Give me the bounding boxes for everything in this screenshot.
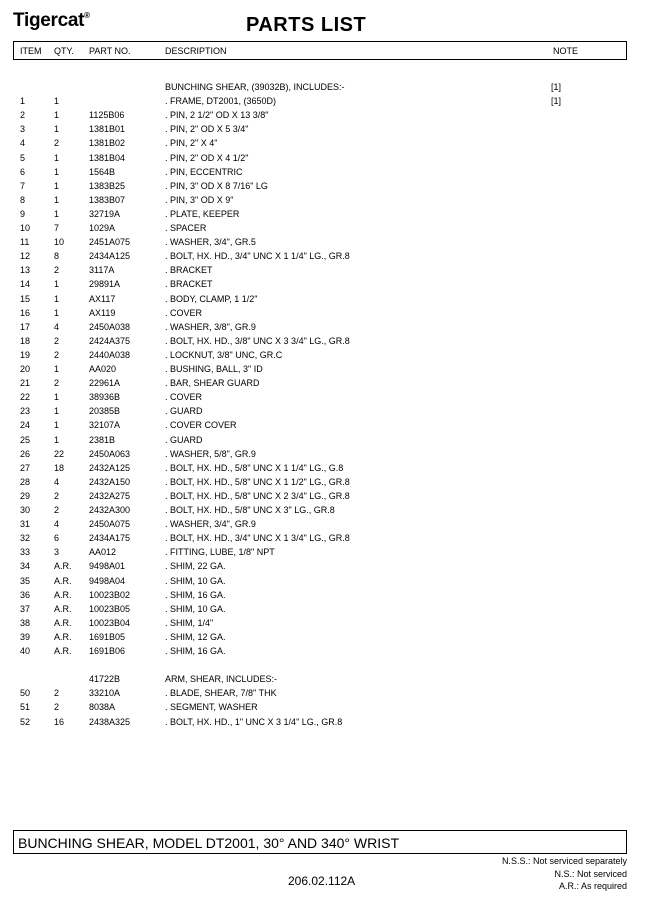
cell-item: 27 — [20, 462, 31, 473]
cell-item: 9 — [20, 208, 26, 219]
cell-item: 10 — [20, 223, 31, 233]
cell-item: 36 — [20, 589, 31, 600]
cell-qty: 2 — [54, 349, 60, 360]
cell-part-no: 10023B04 — [89, 617, 131, 628]
cell-description: . BOLT, HX. HD., 3/4" UNC X 1 1/4" LG., GR.8 — [165, 251, 350, 262]
cell-part-no: 2438A325 — [89, 716, 131, 727]
cell-part-no: 1691B05 — [89, 631, 126, 642]
brand-logo — [13, 10, 90, 32]
cell-qty: A.R. — [54, 603, 72, 614]
cell-item: 50 — [20, 688, 31, 699]
cell-qty: 1 — [54, 434, 60, 445]
cell-item: 8 — [20, 194, 26, 205]
cell-qty: 1 — [54, 152, 60, 163]
cell-item: 32 — [20, 533, 31, 544]
cell-description: . FITTING, LUBE, 1/8" NPT — [165, 547, 275, 558]
cell-qty: 4 — [54, 476, 60, 487]
cell-part-no: 2434A175 — [89, 533, 131, 544]
cell-part-no: 9498A04 — [89, 575, 126, 586]
cell-qty: 2 — [54, 265, 60, 276]
cell-item: 7 — [20, 180, 26, 191]
cell-qty: 2 — [54, 490, 60, 501]
cell-part-no: 2432A275 — [89, 490, 131, 501]
cell-qty: 8 — [54, 251, 60, 262]
cell-item: 40 — [20, 646, 31, 656]
header-part-no: PART NO. — [89, 46, 131, 56]
cell-part-no: 2432A150 — [89, 476, 131, 487]
cell-qty: 1 — [54, 307, 60, 318]
cell-part-no: 2432A125 — [89, 462, 131, 473]
cell-qty: A.R. — [54, 589, 72, 600]
cell-item: 37 — [20, 603, 31, 614]
cell-description: . WASHER, 3/4", GR.5 — [165, 237, 256, 248]
cell-qty: 2 — [54, 688, 60, 699]
cell-description: . WASHER, 3/4", GR.9 — [165, 519, 256, 530]
cell-description: . SHIM, 10 GA. — [165, 603, 226, 614]
cell-description: . PIN, 2" OD X 4 1/2" — [165, 152, 249, 163]
header-note: NOTE — [553, 46, 579, 56]
cell-description: . BLADE, SHEAR, 7/8" THK — [165, 688, 277, 699]
cell-description: . GUARD — [165, 434, 203, 445]
cell-item: 3 — [20, 124, 26, 135]
header-qty: QTY. — [54, 46, 74, 56]
cell-item: 11 — [20, 237, 30, 248]
legend-ar: A.R.: As required — [558, 881, 627, 891]
cell-description: ARM, SHEAR, INCLUDES:- — [165, 674, 278, 685]
cell-qty: A.R. — [54, 617, 72, 628]
cell-qty: 22 — [54, 448, 65, 459]
page-title: PARTS LIST — [246, 14, 367, 36]
cell-description: . BAR, SHEAR GUARD — [165, 378, 260, 389]
cell-qty: 4 — [54, 519, 60, 530]
cell-qty: 2 — [54, 378, 60, 389]
cell-part-no: 22961A — [89, 378, 121, 389]
cell-part-no: AX117 — [89, 293, 116, 304]
cell-description: . WASHER, 3/8", GR.9 — [165, 321, 256, 332]
cell-item: 13 — [20, 265, 31, 276]
cell-item: 33 — [20, 547, 31, 558]
cell-description: . SHIM, 16 GA. — [165, 646, 226, 656]
header-item: ITEM — [20, 46, 42, 56]
cell-item: 38 — [20, 617, 31, 628]
document-number: 206.02.112A — [288, 874, 356, 888]
cell-description: . BOLT, HX. HD., 3/4" UNC X 1 3/4" LG., GR.8 — [165, 533, 350, 544]
cell-part-no: 2440A038 — [89, 349, 131, 360]
cell-part-no: 3117A — [89, 265, 115, 276]
legend-nss: N.S.S.: Not serviced separately — [501, 856, 627, 866]
cell-qty: 2 — [54, 138, 60, 149]
cell-part-no: 8038A — [89, 702, 116, 713]
cell-part-no: 29891A — [89, 279, 121, 290]
cell-item: 16 — [20, 307, 31, 318]
cell-part-no: AA012 — [89, 547, 117, 558]
cell-description: . PIN, ECCENTRIC — [165, 166, 243, 177]
cell-description: . PIN, 2 1/2" OD X 13 3/8" — [165, 110, 269, 121]
cell-qty: 6 — [54, 533, 60, 544]
cell-description: BUNCHING SHEAR, (39032B), INCLUDES:- — [165, 82, 345, 92]
cell-item: 51 — [20, 702, 31, 713]
cell-part-no: 32107A — [89, 420, 121, 431]
cell-description: . BOLT, HX. HD., 5/8" UNC X 1 1/2" LG., GR.8 — [165, 476, 350, 487]
cell-qty: 2 — [54, 702, 60, 713]
cell-qty: 4 — [54, 321, 60, 332]
cell-item: 2 — [20, 110, 26, 121]
cell-description: . BOLT, HX. HD., 1" UNC X 3 1/4" LG., GR.8 — [165, 716, 343, 727]
cell-description: . SHIM, 1/4" — [165, 617, 214, 628]
cell-qty: 18 — [54, 462, 65, 473]
cell-item: 18 — [20, 335, 31, 346]
cell-item: 35 — [20, 575, 31, 586]
cell-description: . COVER COVER — [165, 420, 237, 431]
cell-item: 1 — [20, 96, 26, 107]
cell-description: . BUSHING, BALL, 3" ID — [165, 364, 263, 374]
cell-description: . BOLT, HX. HD., 5/8" UNC X 3" LG., GR.8 — [165, 505, 335, 515]
cell-part-no: 2450A075 — [89, 519, 131, 530]
cell-description: . BODY, CLAMP, 1 1/2" — [165, 293, 258, 304]
cell-part-no: 1029A — [89, 223, 116, 233]
cell-qty: A.R. — [54, 631, 72, 642]
cell-qty: 2 — [54, 505, 60, 515]
cell-part-no: 1564B — [89, 166, 116, 177]
cell-part-no: 10023B02 — [89, 589, 131, 600]
cell-description: . COVER — [165, 392, 203, 403]
cell-description: . PIN, 3" OD X 9" — [165, 194, 234, 205]
cell-qty: 2 — [54, 335, 60, 346]
cell-item: 5 — [20, 152, 26, 163]
cell-qty: 1 — [54, 279, 60, 290]
cell-description: . SPACER — [165, 223, 207, 233]
cell-item: 17 — [20, 321, 31, 332]
cell-item: 31 — [20, 519, 31, 530]
cell-part-no: 2424A375 — [89, 335, 131, 346]
cell-item: 34 — [20, 561, 31, 572]
cell-qty: A.R. — [54, 575, 72, 586]
cell-part-no: 2432A300 — [89, 505, 131, 515]
cell-description: . WASHER, 5/8", GR.9 — [165, 448, 256, 459]
cell-item: 28 — [20, 476, 31, 487]
cell-part-no: 1691B06 — [89, 646, 126, 656]
cell-note: [1] — [551, 96, 562, 107]
legend-ns: N.S.: Not serviced — [554, 869, 627, 879]
cell-description: . BOLT, HX. HD., 3/8" UNC X 3 3/4" LG., GR.8 — [165, 335, 350, 346]
cell-item: 24 — [20, 420, 31, 431]
cell-item: 26 — [20, 448, 31, 459]
cell-description: . SHIM, 10 GA. — [165, 575, 226, 586]
cell-qty: 1 — [54, 293, 60, 304]
cell-part-no: 33210A — [89, 688, 121, 699]
cell-qty: 1 — [54, 124, 60, 135]
cell-part-no: 41722B — [89, 674, 121, 685]
cell-qty: 1 — [54, 208, 60, 219]
cell-qty: 16 — [54, 716, 65, 727]
cell-item: 21 — [20, 378, 31, 389]
cell-qty: 1 — [54, 180, 60, 191]
cell-description: . BRACKET — [165, 265, 213, 276]
cell-part-no: 9498A01 — [89, 561, 126, 572]
brand-name: Tigercat — [13, 10, 85, 31]
cell-item: 52 — [20, 716, 31, 727]
cell-item: 20 — [20, 364, 31, 374]
cell-qty: 7 — [54, 223, 60, 233]
cell-qty: 1 — [54, 364, 60, 374]
cell-qty: 1 — [54, 194, 60, 205]
cell-part-no: 1383B25 — [89, 180, 126, 191]
cell-qty: 1 — [54, 420, 60, 431]
assembly-title: BUNCHING SHEAR, MODEL DT2001, 30° AND 340° WRIST — [18, 835, 400, 851]
cell-part-no: 2450A063 — [89, 448, 131, 459]
cell-description: . GUARD — [165, 406, 203, 417]
cell-qty: 1 — [54, 96, 60, 107]
cell-qty: 1 — [54, 110, 60, 121]
cell-description: . BRACKET — [165, 279, 213, 290]
cell-item: 22 — [20, 392, 31, 403]
cell-qty: 1 — [54, 166, 60, 177]
cell-qty: A.R. — [54, 646, 72, 656]
cell-description: . PLATE, KEEPER — [165, 208, 240, 219]
cell-part-no: AA020 — [89, 364, 117, 374]
cell-qty: A.R. — [54, 561, 72, 572]
cell-description: . LOCKNUT, 3/8" UNC, GR.C — [165, 349, 283, 360]
cell-item: 19 — [20, 349, 31, 360]
cell-item: 15 — [20, 293, 31, 304]
cell-item: 39 — [20, 631, 31, 642]
cell-part-no: 1381B04 — [89, 152, 126, 163]
cell-note: [1] — [551, 82, 562, 92]
cell-item: 12 — [20, 251, 31, 262]
cell-description: . PIN, 3" OD X 8 7/16" LG — [165, 180, 268, 191]
cell-description: . PIN, 2" OD X 5 3/4" — [165, 124, 249, 135]
cell-part-no: 32719A — [89, 208, 121, 219]
cell-item: 30 — [20, 505, 31, 515]
cell-description: . PIN, 2" X 4" — [165, 138, 218, 149]
cell-qty: 3 — [54, 547, 60, 558]
cell-part-no: 38936B — [89, 392, 121, 403]
cell-part-no: 1381B02 — [89, 138, 126, 149]
cell-qty: 10 — [54, 237, 65, 248]
cell-description: . SHIM, 16 GA. — [165, 589, 226, 600]
cell-part-no: 10023B05 — [89, 603, 131, 614]
cell-description: . BOLT, HX. HD., 5/8" UNC X 1 1/4" LG., G.8 — [165, 462, 344, 473]
cell-part-no: 1381B01 — [89, 124, 126, 135]
cell-part-no: 2434A125 — [89, 251, 131, 262]
cell-part-no: 1383B07 — [89, 194, 126, 205]
cell-part-no: AX119 — [89, 307, 116, 318]
cell-description: . BOLT, HX. HD., 5/8" UNC X 2 3/4" LG., GR.8 — [165, 490, 350, 501]
header-description: DESCRIPTION — [165, 46, 227, 56]
cell-description: . SHIM, 12 GA. — [165, 631, 226, 642]
cell-description: . FRAME, DT2001, (3650D) — [165, 96, 277, 107]
cell-description: . SEGMENT, WASHER — [165, 702, 258, 713]
registered-mark: ® — [84, 11, 90, 20]
cell-item: 6 — [20, 166, 26, 177]
cell-description: . COVER — [165, 307, 203, 318]
cell-qty: 1 — [54, 406, 60, 417]
cell-part-no: 2450A038 — [89, 321, 131, 332]
cell-part-no: 20385B — [89, 406, 121, 417]
cell-item: 25 — [20, 434, 31, 445]
cell-item: 4 — [20, 138, 26, 149]
cell-qty: 1 — [54, 392, 60, 403]
cell-item: 14 — [20, 279, 31, 290]
cell-part-no: 2381B — [89, 434, 116, 445]
cell-item: 29 — [20, 490, 31, 501]
cell-part-no: 1125B06 — [89, 110, 125, 121]
cell-part-no: 2451A075 — [89, 237, 131, 248]
cell-item: 23 — [20, 406, 31, 417]
cell-description: . SHIM, 22 GA. — [165, 561, 226, 572]
